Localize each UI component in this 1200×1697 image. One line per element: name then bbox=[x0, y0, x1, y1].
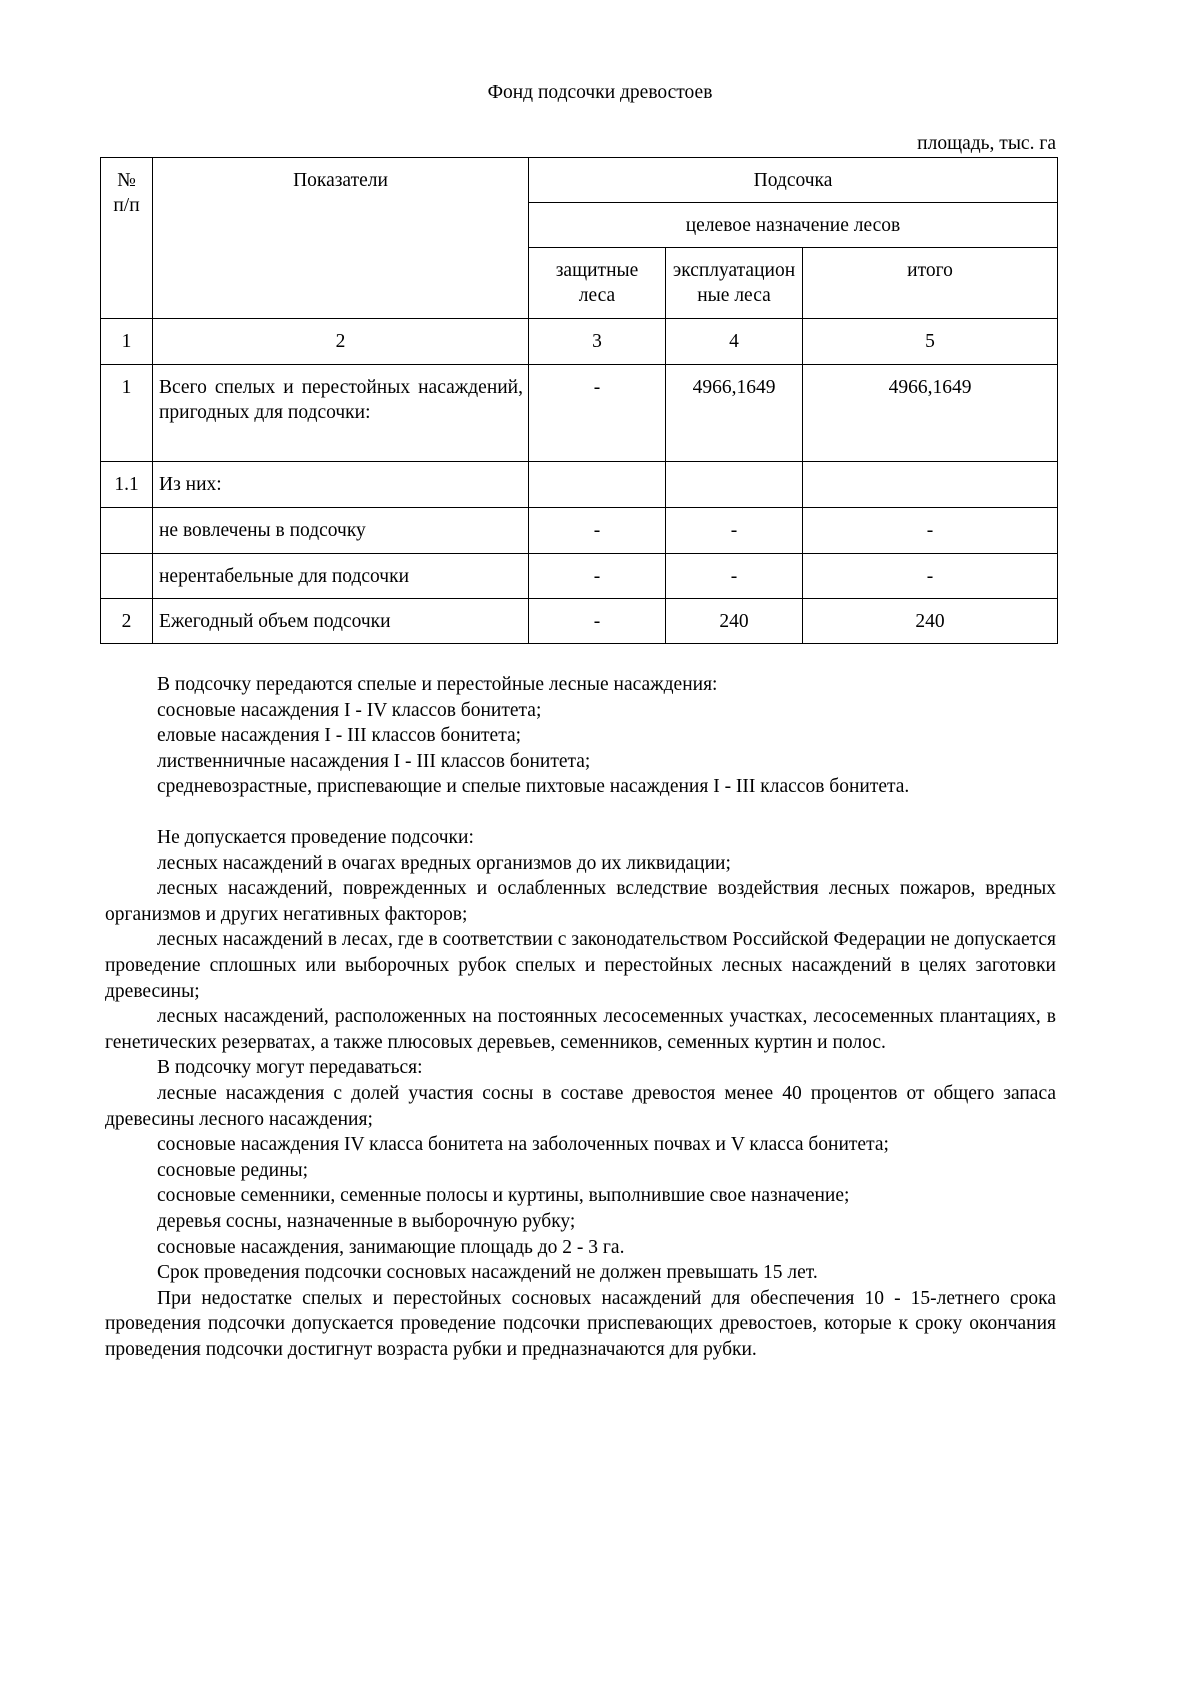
row-c4: 240 bbox=[666, 599, 803, 644]
row-c3 bbox=[529, 462, 666, 508]
text-block-1 bbox=[105, 672, 1056, 800]
table-row bbox=[101, 508, 1058, 554]
table-row bbox=[101, 365, 1058, 462]
paragraph: средневозрастные, приспевающие и спелые пихтовые насаждения I - III классов бонитета. bbox=[157, 776, 910, 798]
row-label: Ежегодный объем подсочки bbox=[153, 599, 529, 644]
row-label: Из них: bbox=[153, 462, 529, 508]
col-num: 4 bbox=[666, 319, 803, 365]
header-group: Подсочка bbox=[529, 158, 1058, 203]
col-num: 5 bbox=[803, 319, 1058, 365]
row-c5 bbox=[803, 462, 1058, 508]
row-num bbox=[101, 508, 153, 554]
paragraph: Не допускается проведение подсочки: bbox=[157, 827, 474, 848]
paragraph: Срок проведения подсочки сосновых насаждений не должен превышать 15 лет. bbox=[157, 1262, 818, 1284]
col-num: 3 bbox=[529, 319, 666, 365]
row-c4 bbox=[666, 462, 803, 508]
paragraph: В подсочку передаются спелые и перестойные лесные насаждения: bbox=[157, 674, 718, 695]
row-num: 1.1 bbox=[101, 462, 153, 508]
row-c5: 240 bbox=[803, 599, 1058, 644]
row-label: не вовлечены в подсочку bbox=[153, 508, 529, 554]
paragraph: При недостатке спелых и перестойных сосновых насаждений для обеспечения 10 - 15-летнего срока проведения подсочки допускается проведение подсочки приспевающих древостоев, которые к сроку окончания проведения подсочки достигнут возраста рубки и предназначаются для рубки. bbox=[105, 1287, 1056, 1360]
paragraph: сосновые семенники, семенные полосы и куртины, выполнившие свое назначение; bbox=[157, 1185, 850, 1207]
paragraph: лесных насаждений, расположенных на постоянных лесосеменных участках, лесосеменных плантациях, в генетических резерватах, а также плюсовых деревьев, семенников, семенных куртин и полос. bbox=[105, 1006, 1056, 1053]
units-label: площадь, тыс. га bbox=[917, 133, 1056, 154]
row-num bbox=[101, 554, 153, 599]
row-c4: 4966,1649 bbox=[666, 365, 803, 462]
row-c3: - bbox=[529, 599, 666, 644]
row-c5: - bbox=[803, 554, 1058, 599]
header-num: № п/п bbox=[101, 158, 153, 319]
paragraph: лесных насаждений в очагах вредных организмов до их ликвидации; bbox=[157, 852, 731, 874]
paragraph: еловые насаждения I - III классов бонитета; bbox=[157, 725, 522, 747]
table-row bbox=[101, 599, 1058, 644]
row-c5: - bbox=[803, 508, 1058, 554]
header-indicators: Показатели bbox=[153, 158, 529, 319]
paragraph: сосновые редины; bbox=[157, 1159, 309, 1181]
col-num: 1 bbox=[101, 319, 153, 365]
paragraph: сосновые насаждения I - IV классов бонитета; bbox=[157, 699, 542, 721]
text-block-2 bbox=[105, 825, 1056, 1362]
paragraph: деревья сосны, назначенные в выборочную рубку; bbox=[157, 1210, 576, 1232]
header-c3: защитные леса bbox=[529, 248, 666, 319]
header-c5: итого bbox=[803, 248, 1058, 319]
document-title: Фонд подсочки древостоев bbox=[487, 82, 713, 103]
row-c3: - bbox=[529, 554, 666, 599]
paragraph: сосновые насаждения, занимающие площадь до 2 - 3 га. bbox=[157, 1236, 625, 1258]
header-c4: эксплуатационные леса bbox=[666, 248, 803, 319]
data-table bbox=[100, 157, 1058, 644]
paragraph: В подсочку могут передаваться: bbox=[157, 1057, 423, 1079]
row-c4: - bbox=[666, 554, 803, 599]
row-num: 2 bbox=[101, 599, 153, 644]
col-num: 2 bbox=[153, 319, 529, 365]
row-c5: 4966,1649 bbox=[803, 365, 1058, 462]
header-sub: целевое назначение лесов bbox=[529, 203, 1058, 248]
row-num: 1 bbox=[101, 365, 153, 462]
row-c3: - bbox=[529, 365, 666, 462]
row-c3: - bbox=[529, 508, 666, 554]
paragraph: лиственничные насаждения I - III классов бонитета; bbox=[157, 750, 591, 772]
paragraph: сосновые насаждения IV класса бонитета на заболоченных почвах и V класса бонитета; bbox=[157, 1134, 889, 1156]
paragraph: лесных насаждений в лесах, где в соответствии с законодательством Российской Федерации не допускается проведение сплошных или выборочных рубок спелых и перестойных лесных насаждений в целях заготовки древесины; bbox=[105, 929, 1056, 1002]
row-label: Всего спелых и перестойных насаждений, пригодных для подсочки: bbox=[153, 365, 529, 462]
table-row bbox=[101, 554, 1058, 599]
paragraph: лесные насаждения с долей участия сосны в составе древостоя менее 40 процентов от общего запаса древесины лесного насаждения; bbox=[105, 1082, 1056, 1130]
row-c4: - bbox=[666, 508, 803, 554]
table-row bbox=[101, 462, 1058, 508]
paragraph: лесных насаждений, поврежденных и ослабленных вследствие воздействия лесных пожаров, вредных организмов и других негативных факторов; bbox=[105, 878, 1056, 925]
row-label: нерентабельные для подсочки bbox=[153, 554, 529, 599]
